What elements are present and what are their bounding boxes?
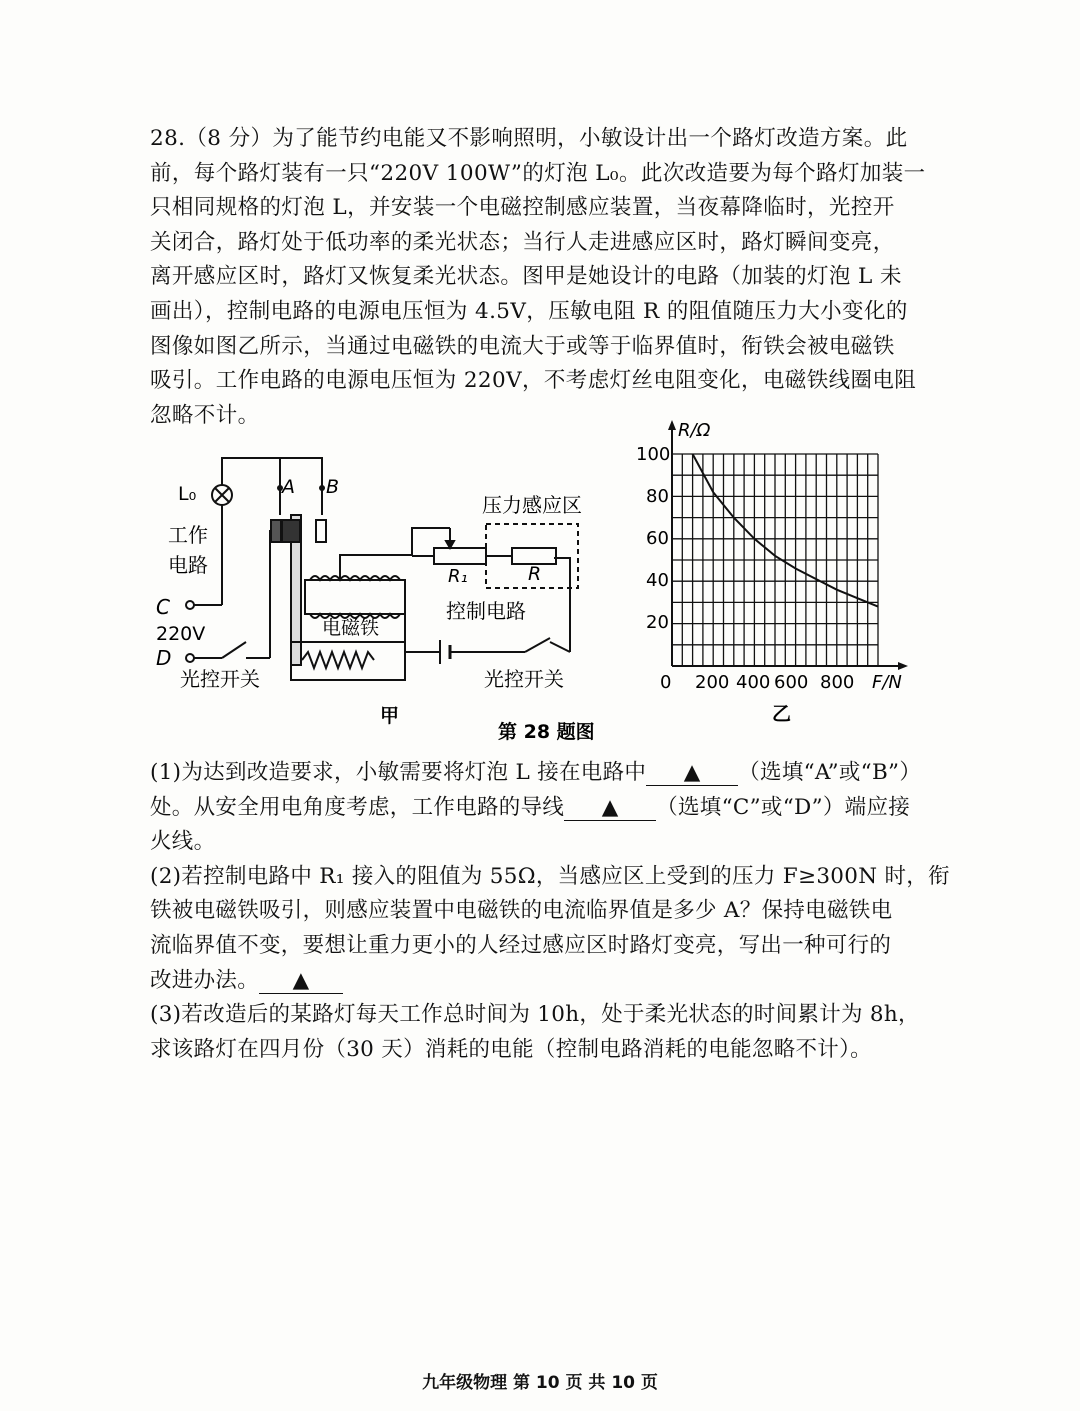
- circuit-diagram: [190, 458, 578, 680]
- x-tick-label: 0: [660, 672, 672, 693]
- answer-blank-3[interactable]: [259, 969, 343, 994]
- intro-line: 画出），控制电路的电源电压恒为 4.5V，压敏电阻 R 的阻值随压力大小变化的: [150, 298, 908, 324]
- contact-b: [316, 520, 326, 542]
- terminal-d-dot: [186, 654, 194, 662]
- x-tick-label: 400: [736, 672, 771, 693]
- intro-line: 28.（8 分）为了能节约电能又不影响照明，小敏设计出一个路灯改造方案。此: [150, 126, 908, 151]
- intro-line: 吸引。工作电路的电源电压恒为 220V，不考虑灯丝电阻变化，电磁铁线圈电阻: [150, 368, 917, 394]
- chart-caption: 乙: [772, 703, 792, 725]
- intro-line: 忽略不计。: [150, 402, 260, 428]
- armature-contact: [282, 520, 300, 542]
- part-text: 为达到改造要求，小敏需要将灯泡 L 接在电路中: [181, 760, 647, 785]
- y-tick-label: 80: [646, 486, 669, 507]
- x-tick-label: 200: [695, 672, 730, 693]
- part-2-line-3: 流临界值不变，要想让重力更小的人经过感应区时路灯变亮，写出一种可行的: [150, 932, 892, 958]
- resistor-r: [512, 548, 556, 564]
- y-axis-arrow: [668, 420, 676, 430]
- switch-left-blade: [222, 642, 246, 658]
- figure-caption: 第 28 题图: [498, 721, 595, 743]
- part-text: 若改造后的某路灯每天工作总时间为 10h，处于柔光状态的时间累计为 8h，: [181, 1002, 920, 1028]
- part-3-line-1: [150, 998, 950, 1033]
- work-circuit-label: 电路: [168, 553, 208, 577]
- intro-line: 只相同规格的灯泡 L，并安装一个电磁控制感应装置，当夜幕降临时，光控开: [150, 195, 895, 221]
- terminal-c-label: C: [156, 595, 170, 619]
- blank-mark: ▲: [601, 794, 619, 820]
- wire: [222, 458, 322, 515]
- part-3-line-2: 求该路灯在四月份（30 天）消耗的电能（控制电路消耗的电能忽略不计）。: [150, 1036, 872, 1062]
- rheostat-r1: [434, 548, 486, 564]
- switch-right-blade: [525, 638, 550, 652]
- part-text: （选填“A”或“B”）: [738, 760, 922, 785]
- intro-line: 离开感应区时，路灯又恢复柔光状态。图甲是她设计的电路（加装的灯泡 L 未: [150, 264, 902, 290]
- switch-left-label: 光控开关: [180, 667, 260, 691]
- x-tick-label: 800: [820, 672, 855, 693]
- work-circuit-label: 工作: [168, 523, 208, 547]
- part-text: 改进办法。: [150, 967, 260, 993]
- part-text: （选填“C”或“D”）端应接: [656, 794, 911, 820]
- answer-blank-2[interactable]: [564, 796, 656, 821]
- switch-right-label: 光控开关: [484, 667, 564, 691]
- x-axis-arrow: [898, 662, 908, 670]
- chart-r-vs-f: [636, 420, 908, 725]
- y-axis-label: R/Ω: [678, 420, 711, 441]
- intro-line: 关闭合，路灯处于低功率的柔光状态；当行人走进感应区时，路灯瞬间变亮，: [150, 229, 895, 255]
- y-tick-label: 20: [646, 612, 669, 633]
- y-tick-label: 100: [636, 444, 671, 465]
- part-label: (1): [150, 760, 182, 785]
- sub-questions: [150, 756, 950, 1067]
- blank-mark: ▲: [683, 760, 701, 785]
- part-2-line-4: [150, 964, 950, 999]
- page-footer: 九年级物理 第 10 页 共 10 页: [422, 1373, 658, 1393]
- y-tick-label: 40: [646, 570, 669, 591]
- part-2-line-1: [150, 860, 950, 895]
- blank-mark: ▲: [292, 967, 310, 993]
- rheostat-arrow: [446, 541, 454, 548]
- contact-a: [271, 520, 281, 542]
- part-text: 处。从安全用电角度考虑，工作电路的导线: [150, 794, 565, 820]
- sensor-zone-label: 压力感应区: [482, 493, 582, 517]
- chart-grid: [672, 454, 878, 666]
- electromagnet-core: [305, 580, 405, 614]
- wire: [554, 558, 570, 652]
- r-label: R: [528, 563, 542, 585]
- intro-line: 前，每个路灯装有一只“220V 100W”的灯泡 L₀。此次改造要为每个路灯加装一: [150, 160, 926, 186]
- part-text: 若控制电路中 R₁ 接入的阻值为 55Ω，当感应区上受到的压力 F≥300N 时，衔: [181, 863, 950, 889]
- electromagnet-label: 电磁铁: [322, 617, 380, 639]
- part-2-line-2: 铁被电磁铁吸引，则感应装置中电磁铁的电流临界值是多少 A？保持电磁铁电: [150, 898, 893, 924]
- figure-svg: [150, 420, 930, 750]
- terminal-c-dot: [186, 601, 194, 609]
- figure-28: [150, 420, 930, 750]
- voltage-label: 220V: [156, 623, 206, 645]
- part-1-line-3: 火线。: [150, 829, 216, 855]
- x-tick-label: 600: [774, 672, 809, 693]
- x-axis-label: F/N: [872, 672, 902, 693]
- terminal-d-label: D: [156, 646, 172, 670]
- part-label: (3): [150, 1002, 182, 1028]
- chart-axes: [668, 420, 908, 670]
- part-1-line-1: [150, 756, 950, 791]
- terminal-b-label: B: [326, 476, 340, 498]
- y-tick-label: 60: [646, 528, 669, 549]
- part-1-line-2: [150, 791, 950, 826]
- question-intro: [150, 122, 940, 433]
- lamp-label: L₀: [178, 483, 197, 505]
- answer-blank-1[interactable]: [646, 761, 738, 786]
- part-label: (2): [150, 863, 182, 889]
- terminal-a-label: A: [282, 476, 295, 498]
- intro-line: 图像如图乙所示，当通过电磁铁的电流大于或等于临界值时，衔铁会被电磁铁: [150, 333, 895, 359]
- wire: [550, 642, 570, 652]
- r1-label: R₁: [448, 566, 468, 587]
- caption-jia: 甲: [380, 705, 400, 727]
- spring: [302, 652, 374, 668]
- control-circuit-label: 控制电路: [446, 599, 526, 623]
- terminal-b-dot: [319, 485, 325, 491]
